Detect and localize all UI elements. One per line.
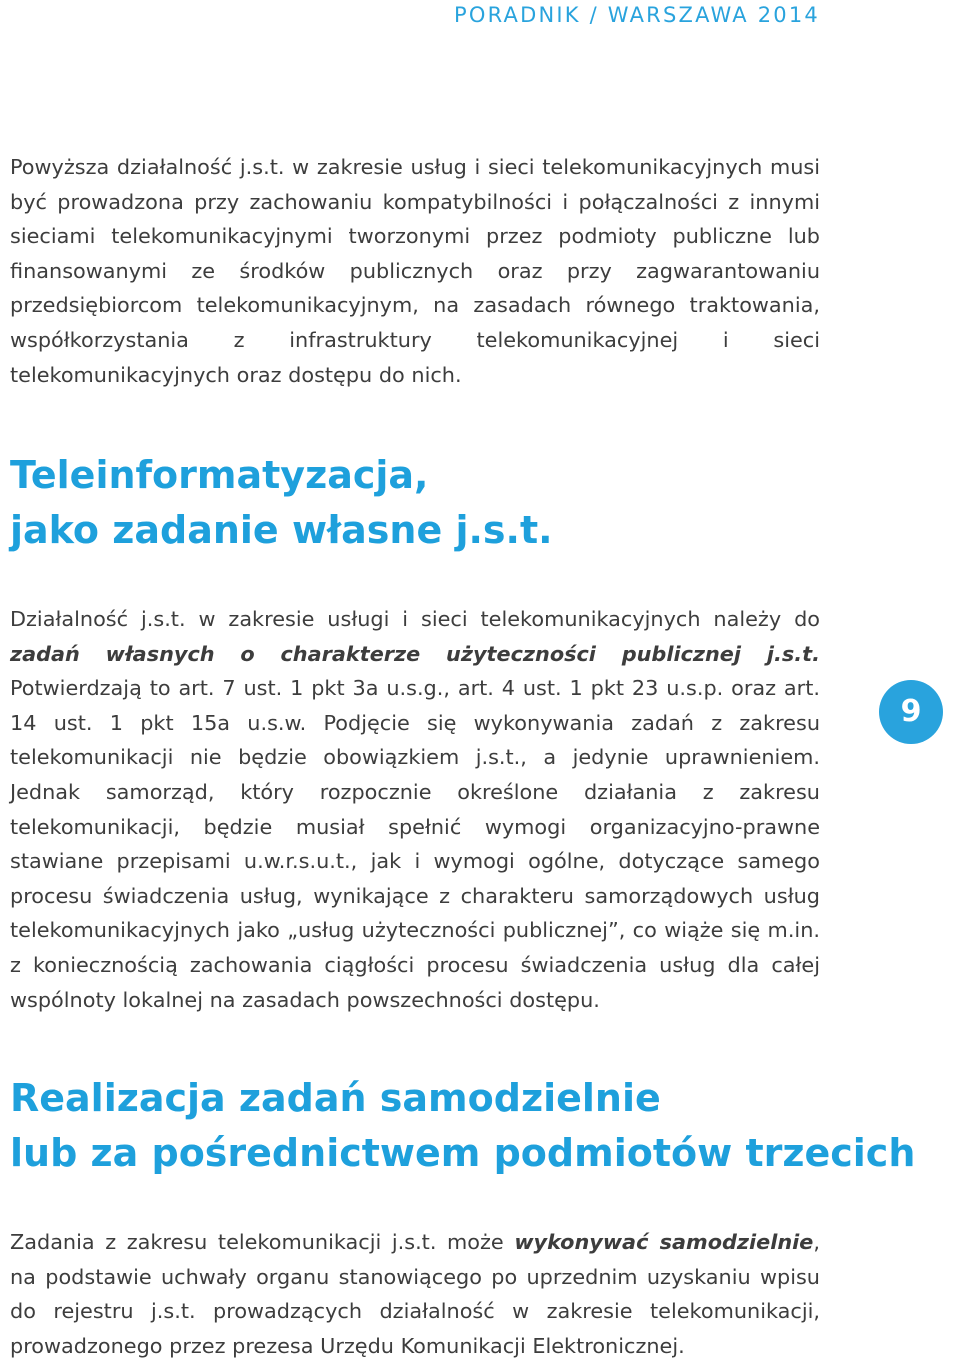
paragraph-text: , na podstawie uchwały organu stanowiącego po uprzednim uzyskaniu wpisu do rejestru j.s.t. prowadzących działalność w zakresie telekomunikacji, prowadzonego przez prezesa Urzędu Komunikacji Elektronicznej. — [10, 1230, 820, 1358]
running-header: PORADNIK / WARSZAWA 2014 — [454, 3, 820, 27]
paragraph-emphasis: wykonywać samodzielnie — [514, 1230, 814, 1254]
heading-line-1: Realizacja zadań samodzielnie — [10, 1076, 661, 1120]
heading-line-2: jako zadanie własne j.s.t. — [10, 508, 553, 552]
paragraph-realizacja — [10, 1225, 820, 1363]
paragraph-text: Potwierdzają to art. 7 ust. 1 pkt 3a u.s.g., art. 4 ust. 1 pkt 23 u.s.p. oraz art. 14 ust. 1 pkt 15a u.s.w. Podjęcie się wykonywania zadań z zakresu telekomunikacji nie będzie obowiązkiem j.s.t., a jedynie uprawnieniem. Jednak samorząd, który rozpocznie określone działania z zakresu telekomunikacji, będzie musiał spełnić wymogi organizacyjno-prawne stawiane przepisami u.w.r.s.u.t., jak i wymogi ogólne, dotyczące samego procesu świadczenia usług, wynikające z charakteru samorządowych usług telekomunikacyjnych jako „usług użyteczności publicznej”, co wiąże się m.in. z koniecznością zachowania ciągłości procesu świadczenia usług dla całej wspólnoty lokalnej na zasadach powszechności dostępu. — [10, 676, 820, 1012]
paragraph-intro: Powyższa działalność j.s.t. w zakresie usług i sieci telekomunikacyjnych musi być prowadzona przy zachowaniu kompatybilności i połączalności z innymi sieciami telekomunikacyjnymi tworzonymi przez podmioty publiczne lub finansowanymi ze środków publicznych oraz przy zagwarantowaniu przedsiębiorcom telekomunikacyjnym, na zasadach równego traktowania, współkorzystania z infrastruktury telekomunikacyjnej i sieci telekomunikacyjnych oraz dostępu do nich. — [10, 155, 820, 387]
paragraph-emphasis: zadań własnych o charakterze użyteczności publicznej j.s.t. — [10, 641, 820, 666]
paragraph-text: Działalność j.s.t. w zakresie usługi i sieci telekomunikacyjnych należy do — [10, 607, 820, 631]
section-heading-teleinformatyzacja — [10, 448, 553, 558]
paragraph-text: Zadania z zakresu telekomunikacji j.s.t. może — [10, 1230, 515, 1254]
page-number-badge: 9 — [879, 680, 943, 744]
heading-line-2: lub za pośrednictwem podmiotów trzecich — [10, 1131, 916, 1175]
heading-line-1: Teleinformatyzacja, — [10, 453, 429, 497]
paragraph-zadania-wlasne — [10, 602, 820, 1017]
section-heading-realizacja — [10, 1071, 915, 1181]
